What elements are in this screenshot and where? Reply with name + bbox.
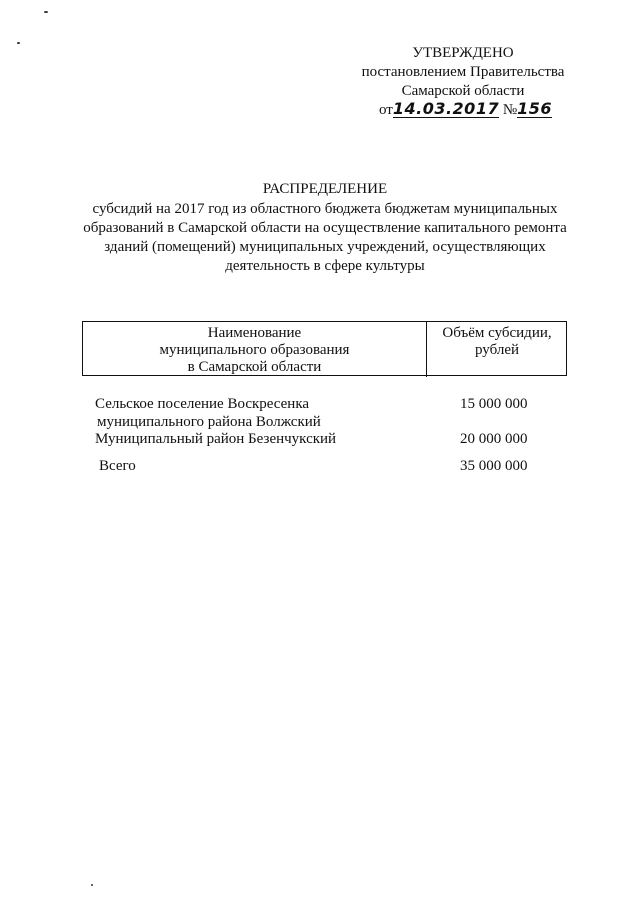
column-header-name — [83, 325, 426, 376]
scan-speck — [91, 884, 93, 886]
row-2-name: Муниципальный район Безенчукский — [95, 431, 337, 447]
total-label: Всего — [99, 458, 136, 474]
column-header-amount — [427, 325, 567, 359]
scan-speck — [44, 11, 48, 13]
document-subtitle-line: образований в Самарской области на осуществление капитального ремонта — [83, 220, 567, 236]
document-title: РАСПРЕДЕЛЕНИЕ — [262, 181, 388, 197]
approval-line-1: постановлением Правительства — [361, 64, 565, 80]
scan-speck — [17, 42, 20, 44]
date-prefix: от — [379, 102, 393, 118]
total-amount: 35 000 000 — [460, 458, 528, 474]
column-header-line: муниципального образования — [159, 342, 350, 358]
approval-stamp — [360, 44, 566, 120]
handwritten-number: 156 — [517, 99, 553, 118]
approval-date-line — [360, 101, 566, 120]
row-1-name-line-1: Сельское поселение Воскресенка — [95, 396, 310, 412]
table-header — [82, 321, 567, 376]
row-2-amount: 20 000 000 — [460, 431, 528, 447]
document-subtitle-line: деятельность в сфере культуры — [225, 258, 425, 274]
document-subtitle-line: зданий (помещений) муниципальных учреждений, осуществляющих — [104, 239, 546, 255]
row-1-name-line-2: муниципального района Волжский — [97, 414, 321, 430]
document-subtitle-line: субсидий на 2017 год из областного бюджета бюджетам муниципальных — [92, 201, 558, 217]
column-header-line: рублей — [474, 342, 520, 358]
column-header-line: в Самарской области — [187, 359, 322, 375]
number-prefix: № — [502, 102, 518, 118]
approval-title: УТВЕРЖДЕНО — [412, 45, 514, 61]
column-header-line: Объём субсидии, — [442, 325, 552, 341]
document-title-block — [60, 180, 590, 276]
row-1-amount: 15 000 000 — [460, 396, 528, 412]
handwritten-date: 14.03.2017 — [392, 99, 500, 118]
column-header-line: Наименование — [207, 325, 302, 341]
approval-line-2: Самарской области — [401, 83, 525, 99]
